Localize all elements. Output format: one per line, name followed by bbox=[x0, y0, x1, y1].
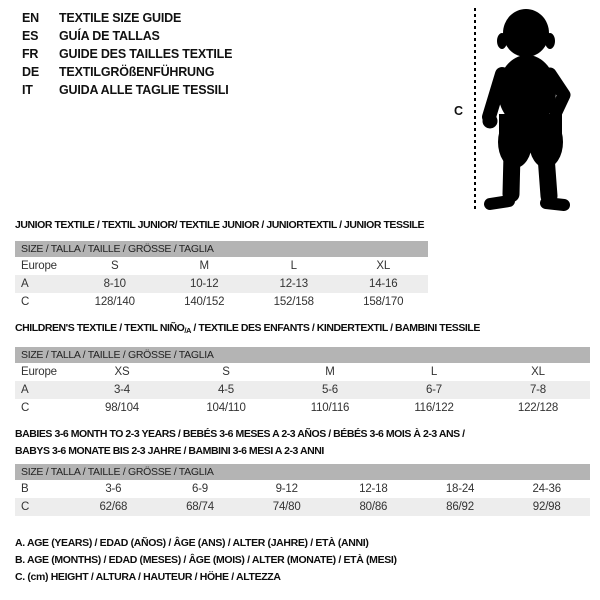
cell: S bbox=[111, 260, 119, 272]
cell: 140/152 bbox=[184, 296, 225, 308]
language-code: FR bbox=[22, 47, 39, 61]
table-row-height bbox=[15, 399, 590, 417]
measure-c-label: C bbox=[454, 104, 464, 118]
cell: 4-5 bbox=[217, 384, 235, 396]
cell: XS bbox=[114, 366, 130, 378]
cell: 24-36 bbox=[532, 483, 561, 495]
cell: M bbox=[199, 260, 209, 272]
language-label: GUIDA ALLE TAGLIE TESSILI bbox=[59, 83, 229, 97]
cell: 14-16 bbox=[369, 278, 398, 290]
language-row-es bbox=[22, 27, 232, 45]
language-row-it bbox=[22, 81, 232, 99]
cell: 7-8 bbox=[529, 384, 547, 396]
language-row-en bbox=[22, 9, 232, 27]
dashed-measure-line bbox=[474, 8, 476, 210]
junior-table-title: JUNIOR TEXTILE / TEXTIL JUNIOR/ TEXTILE JUNIOR / JUNIORTEXTIL / JUNIOR TESSILE bbox=[15, 219, 425, 231]
table-row-age bbox=[15, 381, 590, 399]
language-label: TEXTILE SIZE GUIDE bbox=[59, 11, 182, 25]
cell: L bbox=[430, 366, 438, 378]
language-code: IT bbox=[22, 83, 33, 97]
cell: 80/86 bbox=[359, 501, 388, 513]
cell: 6-9 bbox=[191, 483, 209, 495]
cell: 104/110 bbox=[206, 402, 246, 414]
row-label: Europe bbox=[21, 366, 57, 378]
cell: 86/92 bbox=[446, 501, 474, 513]
cell: XL bbox=[376, 260, 391, 272]
language-label: TEXTILGRÖßENFÜHRUNG bbox=[59, 65, 215, 79]
size-header-bar: SIZE / TALLA / TAILLE / GRÖSSE / TAGLIA bbox=[15, 464, 590, 480]
babies-table-title-line1: BABIES 3-6 MONTH TO 2-3 YEARS / BEBÉS 3-6 MESES A 2-3 AÑOS / BÉBÉS 3-6 MOIS À 2-3 ANS / bbox=[15, 428, 465, 440]
row-label: Europe bbox=[21, 260, 57, 272]
cell: S bbox=[222, 366, 230, 378]
cell: 152/158 bbox=[273, 296, 314, 308]
cell: 18-24 bbox=[445, 483, 475, 495]
cell: 3-6 bbox=[105, 483, 122, 495]
babies-table-title-line2: BABYS 3-6 MONATE BIS 2-3 JAHRE / BAMBINI 3-6 MESI A 2-3 ANNI bbox=[15, 445, 324, 457]
cell: L bbox=[290, 260, 297, 272]
table-row-europe bbox=[15, 363, 590, 381]
cell: 128/140 bbox=[94, 296, 135, 308]
table-row-age bbox=[15, 275, 428, 293]
language-row-fr bbox=[22, 45, 232, 63]
junior-size-table bbox=[15, 241, 428, 311]
children-table-title bbox=[15, 322, 480, 335]
cell: 92/98 bbox=[532, 501, 561, 513]
row-label: A bbox=[21, 384, 29, 396]
row-label: C bbox=[21, 296, 30, 308]
cell: XL bbox=[531, 366, 545, 378]
language-label: GUIDE DES TAILLES TEXTILE bbox=[59, 47, 233, 61]
size-header-bar: SIZE / TALLA / TAILLE / GRÖSSE / TAGLIA bbox=[15, 241, 428, 257]
cell: 110/116 bbox=[310, 402, 350, 414]
cell: 5-6 bbox=[321, 384, 339, 396]
size-header-bar: SIZE / TALLA / TAILLE / GRÖSSE / TAGLIA bbox=[15, 347, 590, 363]
row-label: C bbox=[21, 402, 30, 414]
cell: 12-13 bbox=[279, 278, 308, 290]
cell: 10-12 bbox=[190, 278, 219, 290]
language-code: ES bbox=[22, 29, 39, 43]
height-measure-figure bbox=[452, 4, 600, 216]
row-label: C bbox=[21, 501, 30, 513]
table-row-europe bbox=[15, 257, 428, 275]
cell: 3-4 bbox=[113, 384, 131, 396]
cell: 98/104 bbox=[105, 402, 139, 414]
table-row-months bbox=[15, 480, 590, 498]
toddler-silhouette-icon bbox=[478, 4, 578, 212]
cell: 9-12 bbox=[275, 483, 298, 495]
legend-footnotes bbox=[15, 535, 397, 586]
language-code: EN bbox=[22, 11, 39, 25]
table-row-height bbox=[15, 498, 590, 516]
cell: 116/122 bbox=[414, 402, 454, 414]
cell: 6-7 bbox=[425, 384, 443, 396]
row-label: B bbox=[21, 483, 29, 495]
footnote-age-months: B. AGE (MONTHS) / EDAD (MESES) / ÂGE (MOIS) / ALTER (MONATE) / ETÀ (MESI) bbox=[15, 554, 397, 566]
title-subscript: /A bbox=[184, 326, 191, 335]
title-part: CHILDREN'S TEXTILE / TEXTIL NIÑO bbox=[15, 322, 185, 334]
babies-size-table bbox=[15, 464, 590, 516]
footnote-age-years: A. AGE (YEARS) / EDAD (AÑOS) / ÂGE (ANS) / ALTER (JAHRE) / ETÀ (ANNI) bbox=[15, 537, 369, 549]
row-label: A bbox=[21, 278, 29, 290]
language-header bbox=[22, 9, 232, 99]
table-row-height bbox=[15, 293, 428, 311]
cell: 122/128 bbox=[517, 402, 559, 414]
cell: 158/170 bbox=[363, 296, 404, 308]
language-code: DE bbox=[22, 65, 39, 79]
children-size-table bbox=[15, 347, 590, 417]
language-row-de bbox=[22, 63, 232, 81]
cell: 62/68 bbox=[99, 501, 128, 513]
cell: 12-18 bbox=[359, 483, 388, 495]
cell: 8-10 bbox=[103, 278, 126, 290]
footnote-height: C. (cm) HEIGHT / ALTURA / HAUTEUR / HÖHE / ALTEZZA bbox=[15, 571, 281, 583]
title-part: / TEXTILE DES ENFANTS / KINDERTEXTIL / BAMBINI TESSILE bbox=[190, 322, 480, 334]
cell: M bbox=[325, 366, 335, 378]
cell: 74/80 bbox=[272, 501, 301, 513]
cell: 68/74 bbox=[186, 501, 214, 513]
language-label: GUÍA DE TALLAS bbox=[59, 29, 160, 43]
